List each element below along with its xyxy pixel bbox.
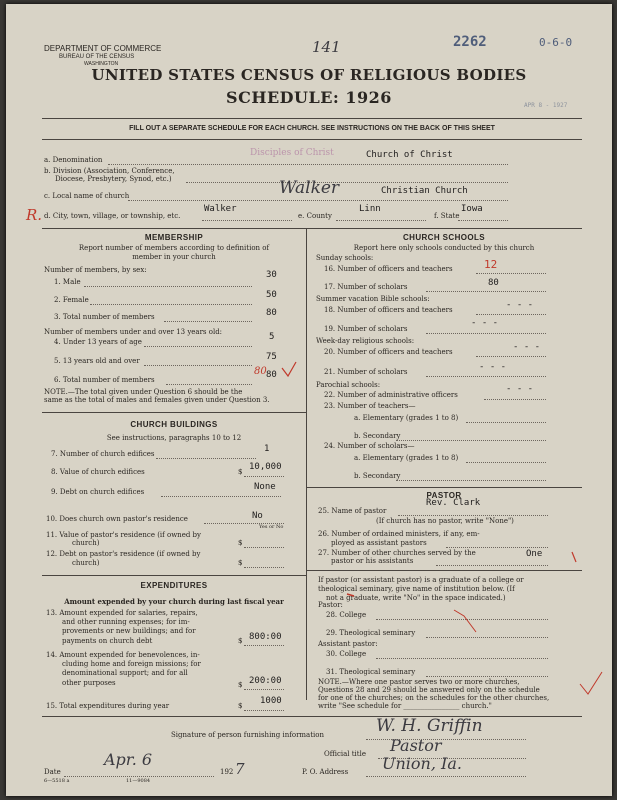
census-schedule-page bbox=[6, 4, 612, 796]
po-address-value: Union, Ia. bbox=[382, 754, 462, 773]
q26-label: 26. Number of ordained ministers, if any, em- bbox=[318, 530, 480, 538]
local-name-value: Christian Church bbox=[381, 186, 468, 196]
membership-intro-2: member in your church bbox=[132, 253, 216, 261]
separate-schedule-instruction: FILL OUT A SEPARATE SCHEDULE FOR EACH CHURCH. SEE INSTRUCTIONS ON THE BACK OF THIS SHEET bbox=[129, 125, 495, 132]
q13-line-2: and other running expenses; for im- bbox=[62, 618, 190, 626]
official-title-label: Official title bbox=[324, 750, 366, 758]
form-title: UNITED STATES CENSUS OF RELIGIOUS BODIES bbox=[91, 66, 527, 84]
q14-line-2: cluding home and foreign missions; for bbox=[62, 660, 201, 668]
code-stamp: 0-6-0 bbox=[539, 36, 573, 49]
state-value: Iowa bbox=[461, 204, 483, 214]
dollar-sign-8: $ bbox=[238, 468, 243, 476]
residence-value-label: 11. Value of pastor's residence (if owned by bbox=[46, 531, 201, 539]
pastor-note-2: Questions 28 and 29 should be answered only on the schedule bbox=[318, 686, 540, 694]
denomination-stamp: Disciples of Christ bbox=[250, 148, 334, 158]
male-label: 1. Male bbox=[54, 278, 81, 286]
edifices-count-label: 7. Number of church edifices bbox=[51, 450, 155, 458]
weekday-schools-header: Week-day religious schools: bbox=[316, 337, 415, 345]
form-number: 6—5518 a bbox=[44, 778, 70, 784]
graduate-instruction-2: theological seminary, give name of institution below. (If bbox=[318, 585, 515, 593]
red-total-annotation: 80 bbox=[254, 366, 267, 377]
edifices-debt-label: 9. Debt on church edifices bbox=[51, 488, 145, 496]
q27-label: 27. Number of other churches served by the bbox=[318, 549, 476, 557]
edifices-count-value: 1 bbox=[264, 444, 270, 454]
date-label: Date bbox=[44, 768, 61, 776]
q24-label: 24. Number of scholars— bbox=[324, 442, 415, 450]
edifices-debt-value: None bbox=[254, 482, 276, 492]
q23b-label: b. Secondary bbox=[354, 432, 401, 440]
division-label: b. Division (Association, Conference, bbox=[44, 167, 175, 175]
city-value: Walker bbox=[204, 204, 237, 214]
total-expenditures-label: 15. Total expenditures during year bbox=[46, 702, 170, 710]
members-by-sex-label: Number of members, by sex: bbox=[44, 266, 147, 274]
pastor-note-4: write "See schedule for ________________ church." bbox=[318, 702, 492, 710]
schedule-title: SCHEDULE: 1926 bbox=[226, 88, 392, 107]
q21-label: 21. Number of scholars bbox=[324, 368, 408, 376]
membership-note-1: NOTE.—The total given under Question 6 should be the bbox=[44, 388, 243, 396]
q16-label: 16. Number of officers and teachers bbox=[324, 265, 453, 273]
residence-debt-label: 12. Debt on pastor's residence (if owned by bbox=[46, 550, 201, 558]
pastor-subheader: Pastor: bbox=[318, 601, 343, 609]
graduate-instruction-1: If pastor (or assistant pastor) is a graduate of a college or bbox=[318, 576, 524, 584]
q28-label: 28. College bbox=[326, 611, 367, 619]
red-check-marks bbox=[6, 4, 612, 796]
expenditures-title: EXPENDITURES bbox=[140, 581, 208, 590]
dollar-sign-12: $ bbox=[238, 559, 243, 567]
year-digit: 7 bbox=[235, 760, 245, 778]
city-name: WASHINGTON bbox=[84, 61, 119, 67]
q29-label: 29. Theological seminary bbox=[326, 629, 416, 637]
over-13-value: 75 bbox=[266, 352, 277, 362]
year-prefix: 192 bbox=[220, 768, 234, 776]
schools-title: CHURCH SCHOOLS bbox=[402, 233, 486, 242]
received-stamp: APR 8 - 1927 bbox=[524, 102, 568, 109]
male-value: 30 bbox=[266, 270, 277, 280]
red-check-mark: R. bbox=[26, 206, 43, 224]
edifices-value-value: 10,000 bbox=[249, 462, 282, 472]
vacation-schools-header: Summer vacation Bible schools: bbox=[316, 295, 430, 303]
dept-name: DEPARTMENT OF COMMERCE bbox=[44, 44, 162, 53]
po-address-label: P. O. Address bbox=[302, 768, 349, 776]
county-value: Linn bbox=[359, 204, 381, 214]
q17-value: 80 bbox=[488, 278, 499, 288]
dollar-sign-15: $ bbox=[238, 702, 243, 710]
expenditures-intro: Amount expended by your church during last fiscal year bbox=[64, 597, 284, 606]
q31-label: 31. Theological seminary bbox=[326, 668, 416, 676]
official-title-value: Pastor bbox=[390, 736, 442, 755]
edifices-value-label: 8. Value of church edifices bbox=[51, 468, 145, 476]
q18-value: - - - bbox=[506, 300, 534, 310]
residence-value-label-2: church) bbox=[72, 539, 100, 547]
membership-title: MEMBERSHIP bbox=[144, 233, 204, 242]
local-name-label: c. Local name of church bbox=[44, 192, 130, 200]
q13-line-4: payments on church debt bbox=[62, 637, 153, 645]
q22-label: 22. Number of administrative officers bbox=[324, 391, 458, 399]
pastor-note-3: for one of the churches; on the schedules for the other churches, bbox=[318, 694, 550, 702]
running-expenses-value: 800:00 bbox=[249, 632, 282, 642]
parochial-schools-header: Parochial schools: bbox=[316, 381, 381, 389]
pastor-name-value: Rev. Clark bbox=[426, 498, 481, 508]
division-label-2: Diocese, Presbytery, Synod, etc.) bbox=[55, 175, 172, 183]
q23a-label: a. Elementary (grades 1 to 8) bbox=[354, 414, 459, 422]
q17-label: 17. Number of scholars bbox=[324, 283, 408, 291]
denomination-value: Church of Christ bbox=[366, 150, 453, 160]
ink-number: 141 bbox=[312, 38, 341, 56]
q24b-label: b. Secondary bbox=[354, 472, 401, 480]
q14-line-4: other purposes bbox=[62, 679, 116, 687]
membership-intro-1: Report number of members according to definition of bbox=[78, 244, 270, 252]
buildings-intro: See instructions, paragraphs 10 to 12 bbox=[106, 434, 242, 442]
bureau-name: BUREAU OF THE CENSUS bbox=[59, 54, 135, 60]
age-header: Number of members under and over 13 years old: bbox=[44, 328, 223, 336]
q21-value: - - - bbox=[479, 362, 507, 372]
total-expenditures-value: 1000 bbox=[260, 696, 282, 706]
q13-line-1: 13. Amount expended for salaries, repairs, bbox=[46, 609, 198, 617]
q22-value: - - - bbox=[506, 384, 534, 394]
q25-note: (If church has no pastor, write "None") bbox=[376, 517, 514, 525]
benevolences-value: 200:00 bbox=[249, 676, 282, 686]
pastor-title: PASTOR bbox=[426, 491, 462, 500]
q14-line-3: denominational support; and for all bbox=[62, 669, 188, 677]
female-label: 2. Female bbox=[54, 296, 89, 304]
total-members-2-label: 6. Total number of members bbox=[54, 376, 155, 384]
graduate-instruction-3: not a graduate, write "No" in the space indicated.) bbox=[326, 594, 506, 602]
print-number: 11—9084 bbox=[126, 778, 151, 784]
local-name-handwritten: Walker bbox=[279, 178, 340, 198]
county-label: e. County bbox=[298, 212, 332, 220]
schools-intro: Report here only schools conducted by this church bbox=[353, 244, 535, 252]
under-13-value: 5 bbox=[269, 332, 275, 342]
assistant-pastor-subheader: Assistant pastor: bbox=[318, 640, 378, 648]
pastor-note-1: NOTE.—Where one pastor serves two or more churches, bbox=[318, 678, 520, 686]
female-value: 50 bbox=[266, 290, 277, 300]
q20-value: - - - bbox=[513, 342, 541, 352]
membership-note-2: same as the total of males and females given under Question 3. bbox=[44, 396, 270, 404]
signature-label: Signature of person furnishing information bbox=[171, 731, 325, 739]
q13-line-3: provements or new buildings; and for bbox=[62, 627, 196, 635]
q19-label: 19. Number of scholars bbox=[324, 325, 408, 333]
denomination-label: a. Denomination bbox=[44, 156, 103, 164]
own-residence-value: No bbox=[252, 511, 263, 521]
q23-label: 23. Number of teachers— bbox=[324, 402, 416, 410]
q19-value: - - - bbox=[471, 318, 499, 328]
over-13-label: 5. 13 years old and over bbox=[54, 357, 140, 365]
other-churches-value: One bbox=[526, 549, 543, 559]
q14-line-1: 14. Amount expended for benevolences, in- bbox=[46, 651, 200, 659]
total-members-2-value: 80 bbox=[266, 370, 277, 380]
yes-or-no-hint: Yes or No bbox=[259, 524, 284, 530]
sunday-schools-header: Sunday schools: bbox=[316, 254, 374, 262]
residence-debt-label-2: church) bbox=[72, 559, 100, 567]
total-members-label: 3. Total number of members bbox=[54, 313, 155, 321]
q16-value: 12 bbox=[484, 258, 498, 271]
total-members-value: 80 bbox=[266, 308, 277, 318]
q27-label-2: pastor or his assistants bbox=[331, 557, 414, 565]
dollar-sign-11: $ bbox=[238, 539, 243, 547]
q24a-label: a. Elementary (grades 1 to 8) bbox=[354, 454, 459, 462]
q26-label-2: ployed as assistant pastors bbox=[331, 539, 427, 547]
dollar-sign-14: $ bbox=[238, 681, 243, 689]
under-13-label: 4. Under 13 years of age bbox=[54, 338, 142, 346]
serial-stamp: 2262 bbox=[453, 34, 487, 50]
dollar-sign-13: $ bbox=[238, 637, 243, 645]
q20-label: 20. Number of officers and teachers bbox=[324, 348, 453, 356]
q30-label: 30. College bbox=[326, 650, 367, 658]
q25-label: 25. Name of pastor bbox=[318, 507, 387, 515]
city-label: d. City, town, village, or township, etc. bbox=[44, 212, 181, 220]
signature-value: W. H. Griffin bbox=[376, 716, 483, 736]
state-label: f. State bbox=[434, 212, 460, 220]
buildings-title: CHURCH BUILDINGS bbox=[130, 420, 218, 429]
q18-label: 18. Number of officers and teachers bbox=[324, 306, 453, 314]
own-residence-label: 10. Does church own pastor's residence bbox=[46, 515, 188, 523]
date-value: Apr. 6 bbox=[104, 750, 153, 769]
